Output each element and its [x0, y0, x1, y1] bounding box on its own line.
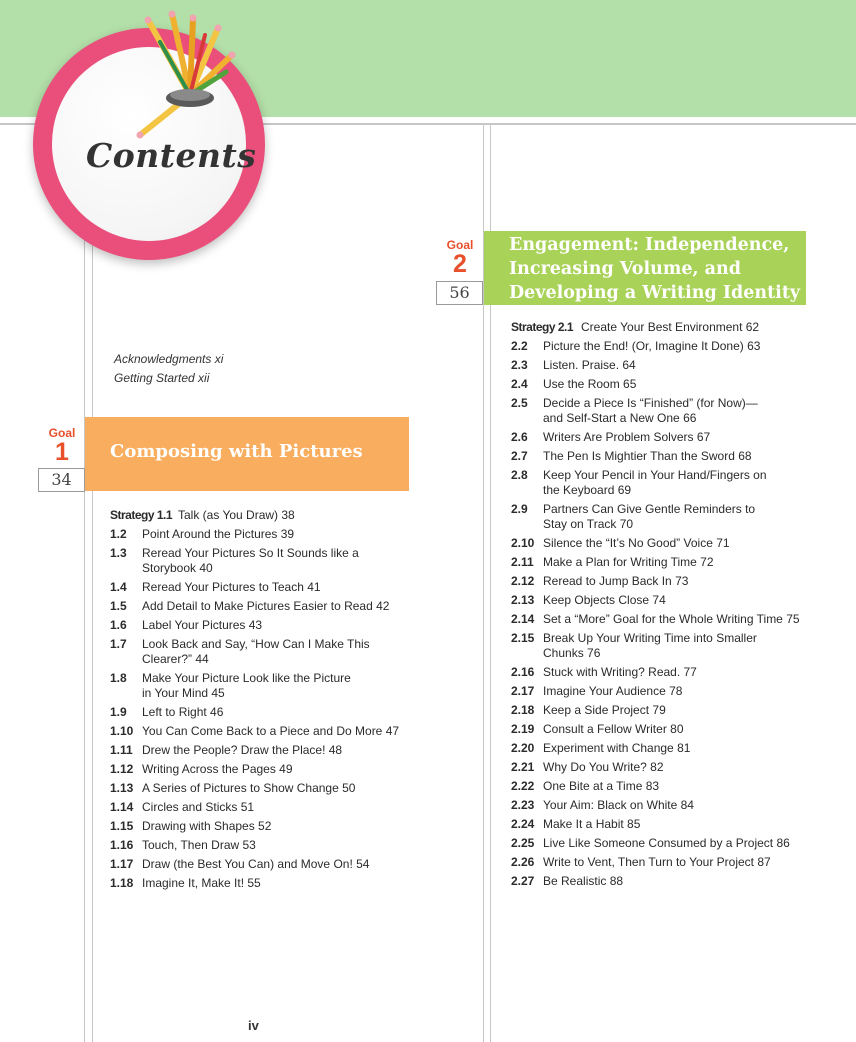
toc-entry-text: Talk (as You Draw) 38: [178, 508, 295, 522]
toc-entry-text: Write to Vent, Then Turn to Your Project 87: [543, 855, 771, 869]
toc-entry-text: Imagine It, Make It! 55: [142, 876, 261, 890]
toc-entry[interactable]: [511, 631, 811, 661]
toc-entry-number: 2.14: [511, 612, 535, 626]
toc-entry-text: Use the Room 65: [543, 377, 637, 391]
column-rule: [84, 123, 85, 1042]
toc-entry-text: Be Realistic 88: [543, 874, 624, 888]
toc-entry[interactable]: [511, 779, 811, 794]
toc-entry[interactable]: [110, 781, 420, 796]
toc-entry-text: Look Back and Say, “How Can I Make This Clearer?” 44: [142, 637, 370, 666]
toc-entry-text: Add Detail to Make Pictures Easier to Read 42: [142, 599, 390, 613]
toc-entry-number: 1.8: [110, 671, 127, 685]
toc-entry-text: Drew the People? Draw the Place! 48: [142, 743, 343, 757]
toc-entry[interactable]: [110, 838, 420, 853]
toc-entry-text: Your Aim: Black on White 84: [543, 798, 694, 812]
toc-entry-text: Break Up Your Writing Time into Smaller Chunks 76: [543, 631, 757, 660]
toc-entry-text: Consult a Fellow Writer 80: [543, 722, 684, 736]
toc-entry-number: 2.10: [511, 536, 535, 550]
toc-entry-text: Reread Your Pictures to Teach 41: [142, 580, 321, 594]
toc-entry[interactable]: [511, 817, 811, 832]
toc-entry[interactable]: [511, 468, 811, 498]
toc-entry[interactable]: [511, 320, 811, 335]
front-matter: [114, 350, 223, 388]
toc-entry-text: One Bite at a Time 83: [543, 779, 660, 793]
toc-entry-text: Make Your Picture Look like the Picture in Your Mind 45: [142, 671, 351, 700]
goal2-page: 56: [436, 281, 483, 305]
goal2-number: 2: [453, 250, 467, 278]
getting-started-link[interactable]: Getting Started xii: [114, 371, 210, 385]
toc-entry-text: Set a “More” Goal for the Whole Writing Time 75: [543, 612, 800, 626]
toc-entry[interactable]: [511, 593, 811, 608]
acknowledgments-link[interactable]: Acknowledgments xi: [114, 352, 224, 366]
toc-entry-number: 2.5: [511, 396, 528, 410]
toc-entry[interactable]: [511, 536, 811, 551]
toc-entry-text: Experiment with Change 81: [543, 741, 691, 755]
toc-entry-number: 1.3: [110, 546, 127, 560]
toc-entry-number: 2.11: [511, 555, 534, 569]
toc-entry[interactable]: [110, 546, 420, 576]
page-number: iv: [248, 1018, 259, 1033]
toc-entry[interactable]: [110, 857, 420, 872]
toc-entry-number: 2.22: [511, 779, 535, 793]
toc-entry-text: Point Around the Pictures 39: [142, 527, 295, 541]
toc-entry-text: Make It a Habit 85: [543, 817, 641, 831]
toc-entry[interactable]: [110, 508, 420, 523]
toc-entry[interactable]: [511, 358, 811, 373]
toc-entry-text: The Pen Is Mightier Than the Sword 68: [543, 449, 752, 463]
toc-entry[interactable]: [511, 722, 811, 737]
toc-entry-text: Stuck with Writing? Read. 77: [543, 665, 697, 679]
toc-entry[interactable]: [511, 555, 811, 570]
toc-entry-number: 2.2: [511, 339, 528, 353]
toc-entry-text: Draw (the Best You Can) and Move On! 54: [142, 857, 370, 871]
toc-entry-number: 2.19: [511, 722, 535, 736]
toc-entry-text: Decide a Piece Is “Finished” (for Now)— and Self-Start a New One 66: [543, 396, 758, 425]
toc-entry[interactable]: [110, 800, 420, 815]
toc-entry-number: 1.2: [110, 527, 127, 541]
goal2-title: Engagement: Independence, Increasing Volume, and Developing a Writing Identity: [509, 235, 801, 303]
toc-entry-text: Listen. Praise. 64: [543, 358, 636, 372]
toc-entry[interactable]: [511, 377, 811, 392]
toc-entry-text: You Can Come Back to a Piece and Do More 47: [142, 724, 400, 738]
toc-entry[interactable]: [110, 671, 420, 701]
toc-entry[interactable]: [511, 502, 811, 532]
toc-entry[interactable]: [110, 705, 420, 720]
toc-entry-number: 1.13: [110, 781, 134, 795]
toc-entry-text: Reread Your Pictures So It Sounds like a Storybook 40: [142, 546, 359, 575]
toc-entry-number: 2.20: [511, 741, 535, 755]
toc-entry-number: 1.18: [110, 876, 134, 890]
toc-entry[interactable]: [511, 574, 811, 589]
toc-entry[interactable]: [511, 665, 811, 680]
toc-entry[interactable]: [511, 396, 811, 426]
toc-entry-number: 2.12: [511, 574, 535, 588]
toc-entry-text: Picture the End! (Or, Imagine It Done) 63: [543, 339, 761, 353]
goal2-strategy-list: [511, 320, 811, 893]
toc-entry-number: 1.4: [110, 580, 127, 594]
page-title: Contents: [86, 136, 257, 175]
goal1-label: Goal: [48, 426, 76, 440]
toc-entry[interactable]: [511, 836, 811, 851]
toc-entry-text: Partners Can Give Gentle Reminders to Stay on Track 70: [543, 502, 756, 531]
toc-entry[interactable]: [511, 449, 811, 464]
goal1-page: 34: [38, 468, 85, 492]
toc-entry-number: Strategy 1.1: [110, 508, 173, 522]
toc-entry-number: 1.9: [110, 705, 127, 719]
column-rule: [92, 123, 93, 1042]
toc-entry-number: 1.10: [110, 724, 134, 738]
toc-entry[interactable]: [110, 743, 420, 758]
toc-entry-text: Left to Right 46: [142, 705, 224, 719]
toc-entry-number: 2.24: [511, 817, 535, 831]
toc-entry[interactable]: [511, 874, 811, 889]
toc-entry-number: 2.25: [511, 836, 535, 850]
toc-entry-number: 2.18: [511, 703, 535, 717]
toc-entry-number: 1.17: [110, 857, 134, 871]
toc-entry-number: 1.12: [110, 762, 134, 776]
toc-entry[interactable]: [110, 580, 420, 595]
toc-entry-text: Writing Across the Pages 49: [142, 762, 293, 776]
toc-entry-number: 2.26: [511, 855, 535, 869]
toc-entry-text: Imagine Your Audience 78: [543, 684, 683, 698]
goal1-title: Composing with Pictures: [110, 441, 363, 462]
toc-entry-text: Keep a Side Project 79: [543, 703, 666, 717]
toc-entry-number: 1.5: [110, 599, 127, 613]
toc-entry-text: Keep Objects Close 74: [543, 593, 666, 607]
goal1-number: 1: [55, 438, 69, 466]
toc-entry-number: Strategy 2.1: [511, 320, 574, 334]
toc-entry-text: Circles and Sticks 51: [142, 800, 255, 814]
toc-entry-number: 2.17: [511, 684, 535, 698]
toc-entry-text: Why Do You Write? 82: [543, 760, 664, 774]
toc-entry[interactable]: [511, 798, 811, 813]
toc-entry-number: 1.7: [110, 637, 127, 651]
toc-entry[interactable]: [511, 430, 811, 445]
toc-entry[interactable]: [511, 339, 811, 354]
toc-entry-text: Touch, Then Draw 53: [142, 838, 256, 852]
toc-entry[interactable]: [110, 637, 420, 667]
toc-entry-text: A Series of Pictures to Show Change 50: [142, 781, 356, 795]
toc-entry[interactable]: [511, 855, 811, 870]
toc-entry-number: 2.23: [511, 798, 535, 812]
toc-entry-number: 2.21: [511, 760, 535, 774]
toc-entry-text: Create Your Best Environment 62: [581, 320, 760, 334]
toc-entry-number: 1.15: [110, 819, 134, 833]
toc-entry-number: 1.11: [110, 743, 133, 757]
goal1-strategy-list: [110, 508, 420, 895]
toc-entry-text: Make a Plan for Writing Time 72: [543, 555, 714, 569]
toc-entry-number: 2.15: [511, 631, 535, 645]
toc-entry-number: 1.16: [110, 838, 134, 852]
toc-entry-number: 2.13: [511, 593, 535, 607]
toc-entry-number: 2.3: [511, 358, 528, 372]
toc-entry-text: Silence the “It’s No Good” Voice 71: [543, 536, 730, 550]
toc-entry-number: 1.6: [110, 618, 127, 632]
goal1-title-band: [85, 417, 409, 491]
toc-entry[interactable]: [110, 876, 420, 891]
toc-entry-number: 2.7: [511, 449, 528, 463]
toc-entry[interactable]: [110, 724, 420, 739]
toc-entry[interactable]: [110, 527, 420, 542]
toc-entry[interactable]: [511, 684, 811, 699]
toc-entry-text: Keep Your Pencil in Your Hand/Fingers on the Keyboard 69: [543, 468, 767, 497]
toc-entry-text: Label Your Pictures 43: [142, 618, 263, 632]
toc-entry-text: Live Like Someone Consumed by a Project 86: [543, 836, 790, 850]
toc-entry[interactable]: [511, 760, 811, 775]
toc-entry[interactable]: [511, 741, 811, 756]
toc-entry[interactable]: [511, 703, 811, 718]
toc-entry[interactable]: [110, 762, 420, 777]
toc-entry-number: 1.14: [110, 800, 134, 814]
toc-entry[interactable]: [110, 599, 420, 614]
toc-entry[interactable]: [511, 612, 811, 627]
toc-entry-text: Drawing with Shapes 52: [142, 819, 272, 833]
toc-entry[interactable]: [110, 618, 420, 633]
toc-entry-number: 2.6: [511, 430, 528, 444]
toc-entry-text: Reread to Jump Back In 73: [543, 574, 689, 588]
toc-entry-number: 2.16: [511, 665, 535, 679]
goal2-title-band: [484, 231, 806, 305]
toc-entry-number: 2.8: [511, 468, 528, 482]
toc-entry-number: 2.27: [511, 874, 535, 888]
toc-entry[interactable]: [110, 819, 420, 834]
goal2-label: Goal: [446, 238, 474, 252]
toc-entry-text: Writers Are Problem Solvers 67: [543, 430, 711, 444]
toc-entry-number: 2.9: [511, 502, 528, 516]
toc-entry-number: 2.4: [511, 377, 528, 391]
